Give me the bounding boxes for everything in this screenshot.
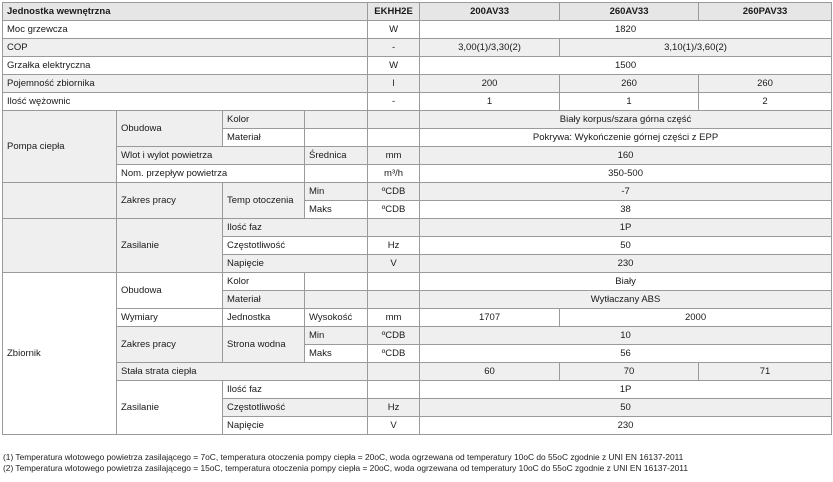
zb-min-label: Min <box>305 327 368 345</box>
header-label: Jednostka wewnętrzna <box>3 3 368 21</box>
pompa-material-label: Materiał <box>223 129 305 147</box>
header-variant-2: 260AV33 <box>560 3 699 21</box>
header-variant-3: 260PAV33 <box>699 3 832 21</box>
zb-maks-value: 56 <box>420 345 832 363</box>
zb-czest-unit: Hz <box>368 399 420 417</box>
pompa-kolor-value: Biały korpus/szara górna część <box>420 111 832 129</box>
zb-wys-value: 2000 <box>560 309 832 327</box>
zb-maks-unit: ºCDB <box>368 345 420 363</box>
pompa-przeplyw-unit: m³/h <box>368 165 420 183</box>
zb-strata-value: 71 <box>699 363 832 381</box>
zb-wymiary-row <box>3 309 832 327</box>
pompa-czest-value: 50 <box>420 237 832 255</box>
row-value: 1 <box>560 93 699 111</box>
zb-napiecie-label: Napięcie <box>223 417 368 435</box>
pompa-przeplyw-label: Nom. przepływ powietrza <box>117 165 305 183</box>
zb-material-label: Materiał <box>223 291 305 309</box>
pompa-min-row <box>3 183 832 201</box>
row-value: 1820 <box>420 21 832 39</box>
pompa-przeplyw-value: 350-500 <box>420 165 832 183</box>
pompa-czest-unit: Hz <box>368 237 420 255</box>
pompa-maks-value: 38 <box>420 201 832 219</box>
pompa-group-label: Pompa ciepła <box>3 111 117 183</box>
zbiornik-group-label: Zbiornik <box>3 273 117 435</box>
zb-zakres-label: Zakres pracy <box>117 327 223 363</box>
pompa-kolor-label: Kolor <box>223 111 305 129</box>
pompa-min-unit: ºCDB <box>368 183 420 201</box>
row-pojemnosc <box>3 75 832 93</box>
row-value: 1 <box>420 93 560 111</box>
pompa-napiecie-unit: V <box>368 255 420 273</box>
zb-strata-row <box>3 363 832 381</box>
row-unit: - <box>368 39 420 57</box>
pompa-zasilanie-label: Zasilanie <box>117 219 223 273</box>
zb-kolor-value: Biały <box>420 273 832 291</box>
row-value: 260 <box>699 75 832 93</box>
pompa-napiecie-label: Napięcie <box>223 255 368 273</box>
row-unit: W <box>368 57 420 75</box>
zb-kolor-row <box>3 273 832 291</box>
spec-table <box>2 2 832 435</box>
row-grzalka <box>3 57 832 75</box>
footnotes <box>3 452 688 474</box>
zb-czest-label: Częstotliwość <box>223 399 368 417</box>
zb-wymiary-label: Wymiary <box>117 309 223 327</box>
pompa-maks-label: Maks <box>305 201 368 219</box>
pompa-fazy-row <box>3 219 832 237</box>
row-label: Moc grzewcza <box>3 21 368 39</box>
footnote-1: (1) Temperatura wlotowego powietrza zasilającego = 7oC, temperatura otoczenia pompy ciepła = 20oC, woda ogrzewana od temperatury 10oC do 55oC zgodnie z UNI EN 16137-2011 <box>3 452 684 462</box>
zb-kolor-label: Kolor <box>223 273 305 291</box>
row-cop <box>3 39 832 57</box>
pompa-material-value: Pokrywa: Wykończenie górnej części z EPP <box>420 129 832 147</box>
zb-wysokosc-label: Wysokość <box>305 309 368 327</box>
zb-strata-label: Stała strata ciepła <box>117 363 368 381</box>
zb-min-row <box>3 327 832 345</box>
pompa-maks-unit: ºCDB <box>368 201 420 219</box>
row-unit: l <box>368 75 420 93</box>
zb-fazy-label: Ilość faz <box>223 381 368 399</box>
pompa-srednica-label: Średnica <box>305 147 368 165</box>
row-wezownice <box>3 93 832 111</box>
zb-min-unit: ºCDB <box>368 327 420 345</box>
zb-napiecie-value: 230 <box>420 417 832 435</box>
pompa-kolor-row <box>3 111 832 129</box>
footnote-2: (2) Temperatura wlotowego powietrza zasilającego = 15oC, temperatura otoczenia pompy ciepła = 20oC, woda ogrzewana od temperatury 10oC do 55oC zgodnie z UNI EN 16137-2011 <box>3 463 688 473</box>
pompa-fazy-label: Ilość faz <box>223 219 368 237</box>
row-label: Pojemność zbiornika <box>3 75 368 93</box>
row-unit: W <box>368 21 420 39</box>
row-unit: - <box>368 93 420 111</box>
zb-fazy-row <box>3 381 832 399</box>
pompa-napiecie-value: 230 <box>420 255 832 273</box>
pompa-czest-label: Częstotliwość <box>223 237 368 255</box>
zb-wys-value: 1707 <box>420 309 560 327</box>
pompa-obudowa-label: Obudowa <box>117 111 223 147</box>
zb-jednostka-label: Jednostka <box>223 309 305 327</box>
zb-strata-value: 60 <box>420 363 560 381</box>
header-variant-1: 200AV33 <box>420 3 560 21</box>
zb-fazy-value: 1P <box>420 381 832 399</box>
row-label: Grzałka elektryczna <box>3 57 368 75</box>
pompa-min-label: Min <box>305 183 368 201</box>
zb-min-value: 10 <box>420 327 832 345</box>
row-label: COP <box>3 39 368 57</box>
row-value: 3,00(1)/3,30(2) <box>420 39 560 57</box>
header-model: EKHH2E <box>368 3 420 21</box>
zb-czest-value: 50 <box>420 399 832 417</box>
header-row <box>3 3 832 21</box>
pompa-przeplyw-row <box>3 165 832 183</box>
pompa-wlot-row <box>3 147 832 165</box>
zb-material-value: Wytłaczany ABS <box>420 291 832 309</box>
pompa-zakres-label: Zakres pracy <box>117 183 223 219</box>
row-value: 2 <box>699 93 832 111</box>
zb-napiecie-unit: V <box>368 417 420 435</box>
pompa-srednica-unit: mm <box>368 147 420 165</box>
zb-obudowa-label: Obudowa <box>117 273 223 309</box>
row-value: 200 <box>420 75 560 93</box>
zb-strona-label: Strona wodna <box>223 327 305 363</box>
row-value: 1500 <box>420 57 832 75</box>
pompa-temp-label: Temp otoczenia <box>223 183 305 219</box>
row-label: Ilość wężownic <box>3 93 368 111</box>
zb-strata-value: 70 <box>560 363 699 381</box>
row-value: 260 <box>560 75 699 93</box>
row-value: 3,10(1)/3,60(2) <box>560 39 832 57</box>
pompa-wlot-label: Wlot i wylot powietrza <box>117 147 305 165</box>
pompa-min-value: -7 <box>420 183 832 201</box>
zb-maks-label: Maks <box>305 345 368 363</box>
row-moc <box>3 21 832 39</box>
pompa-srednica-value: 160 <box>420 147 832 165</box>
pompa-fazy-value: 1P <box>420 219 832 237</box>
zb-zasilanie-label: Zasilanie <box>117 381 223 435</box>
zb-wys-unit: mm <box>368 309 420 327</box>
